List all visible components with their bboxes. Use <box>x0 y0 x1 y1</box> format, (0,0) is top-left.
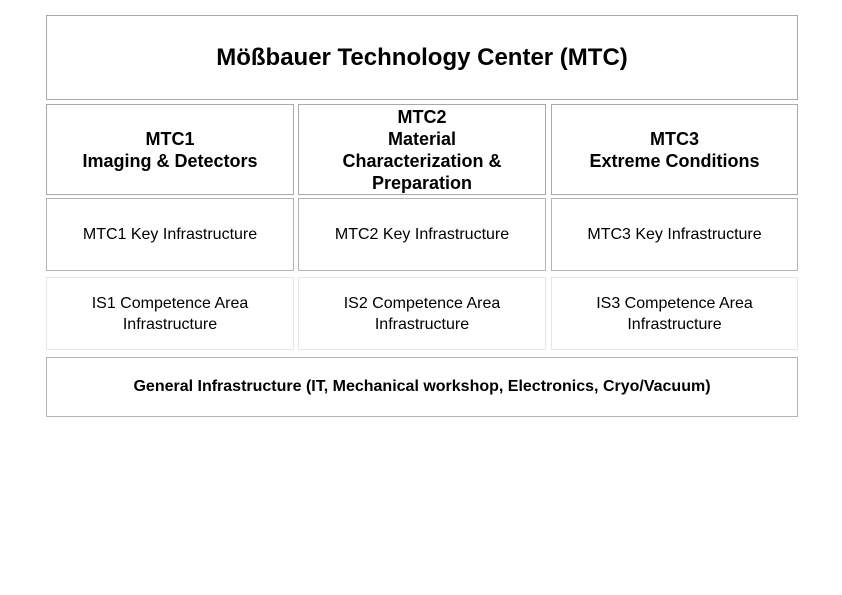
is2-competence-area-line-1: IS2 Competence Area <box>343 294 501 312</box>
mtc1-key-infrastructure-label: MTC1 Key Infrastructure <box>82 225 258 243</box>
mtc1-heading-line-1: MTC1 <box>145 128 195 149</box>
is1-competence-area-line-2: Infrastructure <box>122 315 218 333</box>
mtc3-heading-line-1: MTC3 <box>650 128 699 149</box>
mtc1-heading-line-2: Imaging & Detectors <box>82 150 258 171</box>
mtc-header-box <box>46 15 798 100</box>
mtc2-heading-box <box>298 104 546 195</box>
mtc3-key-infrastructure-label: MTC3 Key Infrastructure <box>587 225 762 243</box>
is3-competence-area-line-2: Infrastructure <box>627 315 722 333</box>
mtc2-heading-line-4: Preparation <box>371 172 473 193</box>
mtc2-key-infrastructure-label: MTC2 Key Infrastructure <box>334 225 510 243</box>
is1-competence-area-box <box>46 277 294 350</box>
mtc1-heading-box <box>46 104 294 195</box>
general-infrastructure-box <box>46 357 798 417</box>
is3-competence-area-line-1: IS3 Competence Area <box>596 294 753 312</box>
mtc3-key-infrastructure-box <box>551 198 798 271</box>
mtc3-heading-line-2: Extreme Conditions <box>589 150 760 171</box>
mtc2-heading-line-2: Material <box>387 128 457 149</box>
is3-competence-area-box <box>551 277 798 350</box>
is2-competence-area-box <box>298 277 546 350</box>
mtc3-heading-box <box>551 104 798 195</box>
mtc2-key-infrastructure-box <box>298 198 546 271</box>
general-infrastructure-label: General Infrastructure (IT, Mechanical workshop, Electronics, Cryo/Vacuum) <box>133 378 711 395</box>
mtc1-key-infrastructure-box <box>46 198 294 271</box>
mtc2-heading-line-3: Characterization & <box>342 150 502 171</box>
is1-competence-area-line-1: IS1 Competence Area <box>91 294 249 312</box>
mtc-title: Mößbauer Technology Center (MTC) <box>216 43 628 71</box>
mtc2-heading-line-1: MTC2 <box>397 106 447 127</box>
is2-competence-area-line-2: Infrastructure <box>374 315 470 333</box>
